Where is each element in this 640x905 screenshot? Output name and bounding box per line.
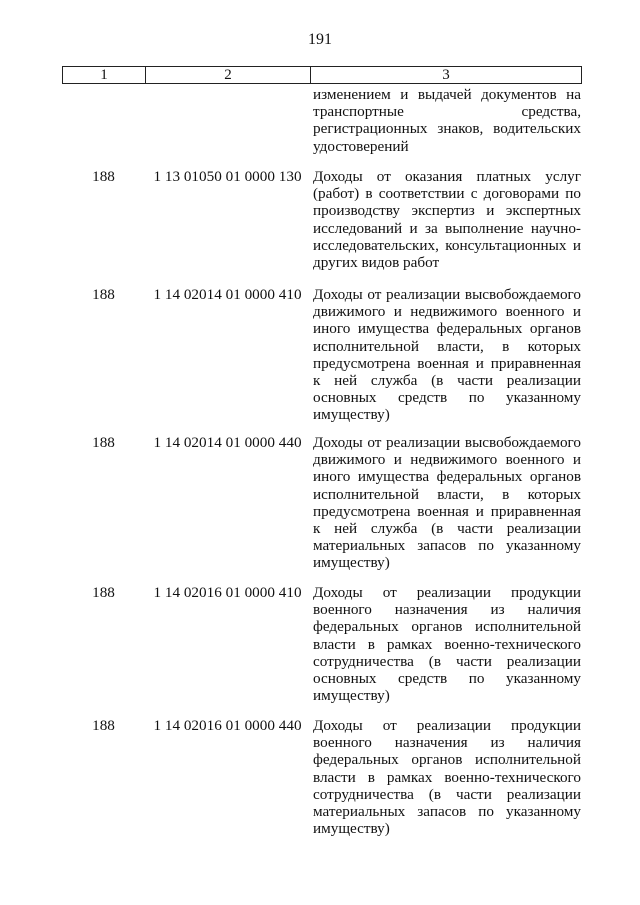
budget-classification-code: 1 14 02016 01 0000 440 xyxy=(153,717,302,734)
admin-code: 188 xyxy=(92,286,115,303)
income-description: Доходы от реализации высвобождаемого движимого и недвижимого военного и иного имущества федеральных органов исполнительной власти, в которых предусмотрена военная и приравненная к ней служба (в части реализации основных средств по указанному имуществу) xyxy=(313,286,581,424)
admin-code: 188 xyxy=(92,168,115,185)
income-description: Доходы от оказания платных услуг (работ) в соответствии с договорами по производству экспертиз и экспертных исследований и за выполнение научно-исследовательских, консультационных и других видов работ xyxy=(313,168,581,272)
page-number: 191 xyxy=(308,31,332,48)
budget-classification-code: 1 14 02014 01 0000 410 xyxy=(153,286,302,303)
income-description: Доходы от реализации высвобождаемого движимого и недвижимого военного и иного имущества федеральных органов исполнительной власти, в которых предусмотрена военная и приравненная к ней служба (в части реализации материальных запасов по указанному имуществу) xyxy=(313,434,581,572)
column-header-1: 1 xyxy=(63,67,146,83)
continuation-text: изменением и выдачей документов на транспортные средства, регистрационных знаков, водительских удостоверений xyxy=(313,86,581,155)
budget-classification-code: 1 14 02014 01 0000 440 xyxy=(153,434,302,451)
admin-code: 188 xyxy=(92,717,115,734)
column-header-3: 3 xyxy=(442,67,450,83)
budget-classification-code: 1 14 02016 01 0000 410 xyxy=(153,584,302,601)
column-header-2: 2 xyxy=(146,67,311,83)
income-description: Доходы от реализации продукции военного назначения из наличия федеральных органов исполнительной власти в рамках военно-технического сотрудничества (в части реализации материальных запасов по указанному имуществу) xyxy=(313,717,581,838)
budget-classification-code: 1 13 01050 01 0000 130 xyxy=(153,168,302,185)
table-header xyxy=(62,66,582,84)
admin-code: 188 xyxy=(92,434,115,451)
admin-code: 188 xyxy=(92,584,115,601)
income-description: Доходы от реализации продукции военного назначения из наличия федеральных органов исполнительной власти в рамках военно-технического сотрудничества (в части реализации основных средств по указанному имуществу) xyxy=(313,584,581,705)
